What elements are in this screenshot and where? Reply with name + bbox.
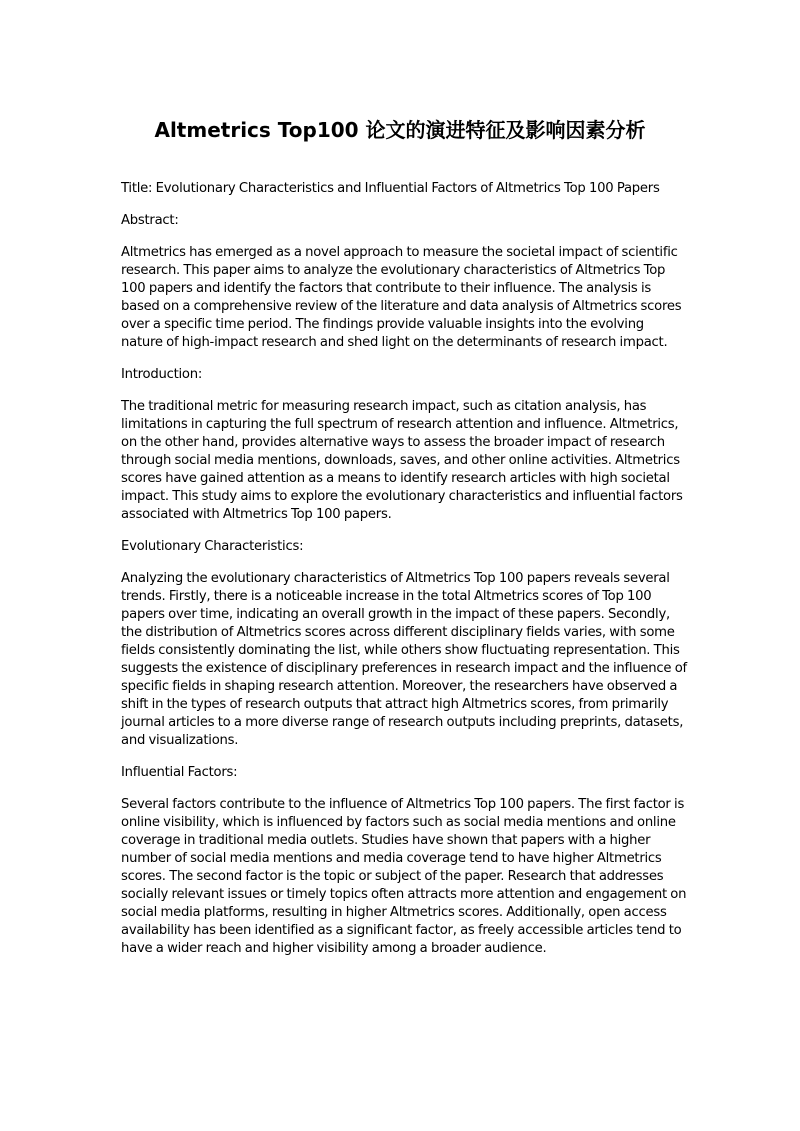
influential-factors-paragraph: Several factors contribute to the influence of Altmetrics Top 100 papers. The first factor is online visibility, which is influenced by factors such as social media mentions and online coverage in traditional media outlets. Studies have shown that papers with a higher number of social media mentions and media coverage tend to have higher Altmetrics scores. The second factor is the topic or subject of the paper. Research that addresses socially relevant issues or timely topics often attracts more attention and engagement on social media platforms, resulting in higher Altmetrics scores. Additionally, open access availability has been identified as a significant factor, as freely accessible articles tend to have a wider reach and higher visibility among a broader audience. <box>121 797 687 956</box>
evolutionary-characteristics-heading: Evolutionary Characteristics: <box>121 539 304 554</box>
introduction-heading: Introduction: <box>121 367 203 382</box>
influential-factors-heading: Influential Factors: <box>121 765 238 780</box>
paper-title: Title: Evolutionary Characteristics and Influential Factors of Altmetrics Top 100 Papers <box>121 181 660 196</box>
abstract-paragraph: Altmetrics has emerged as a novel approach to measure the societal impact of scientific research. This paper aims to analyze the evolutionary characteristics of Altmetrics Top 100 papers and identify the factors that contribute to their influence. The analysis is based on a comprehensive review of the literature and data analysis of Altmetrics scores over a specific time period. The findings provide valuable insights into the evolving nature of high-impact research and shed light on the determinants of research impact. <box>121 245 682 350</box>
document-title: Altmetrics Top100 论文的演进特征及影响因素分析 <box>154 118 646 142</box>
abstract-heading: Abstract: <box>121 213 179 228</box>
evolutionary-characteristics-paragraph: Analyzing the evolutionary characteristics of Altmetrics Top 100 papers reveals several trends. Firstly, there is a noticeable increase in the total Altmetrics scores of Top 100 papers over time, indicating an overall growth in the impact of these papers. Secondly, the distribution of Altmetrics scores across different disciplinary fields varies, with some fields consistently dominating the list, while others show fluctuating representation. This suggests the existence of disciplinary preferences in research impact and the influence of specific fields in shaping research attention. Moreover, the researchers have observed a shift in the types of research outputs that attract high Altmetrics scores, from primarily journal articles to a more diverse range of research outputs including preprints, datasets, and visualizations. <box>121 571 687 748</box>
introduction-paragraph: The traditional metric for measuring research impact, such as citation analysis, has limitations in capturing the full spectrum of research attention and influence. Altmetrics, on the other hand, provides alternative ways to assess the broader impact of research through social media mentions, downloads, saves, and other online activities. Altmetrics scores have gained attention as a means to identify research articles with high societal impact. This study aims to explore the evolutionary characteristics and influential factors associated with Altmetrics Top 100 papers. <box>121 399 683 522</box>
document-body <box>121 180 687 972</box>
